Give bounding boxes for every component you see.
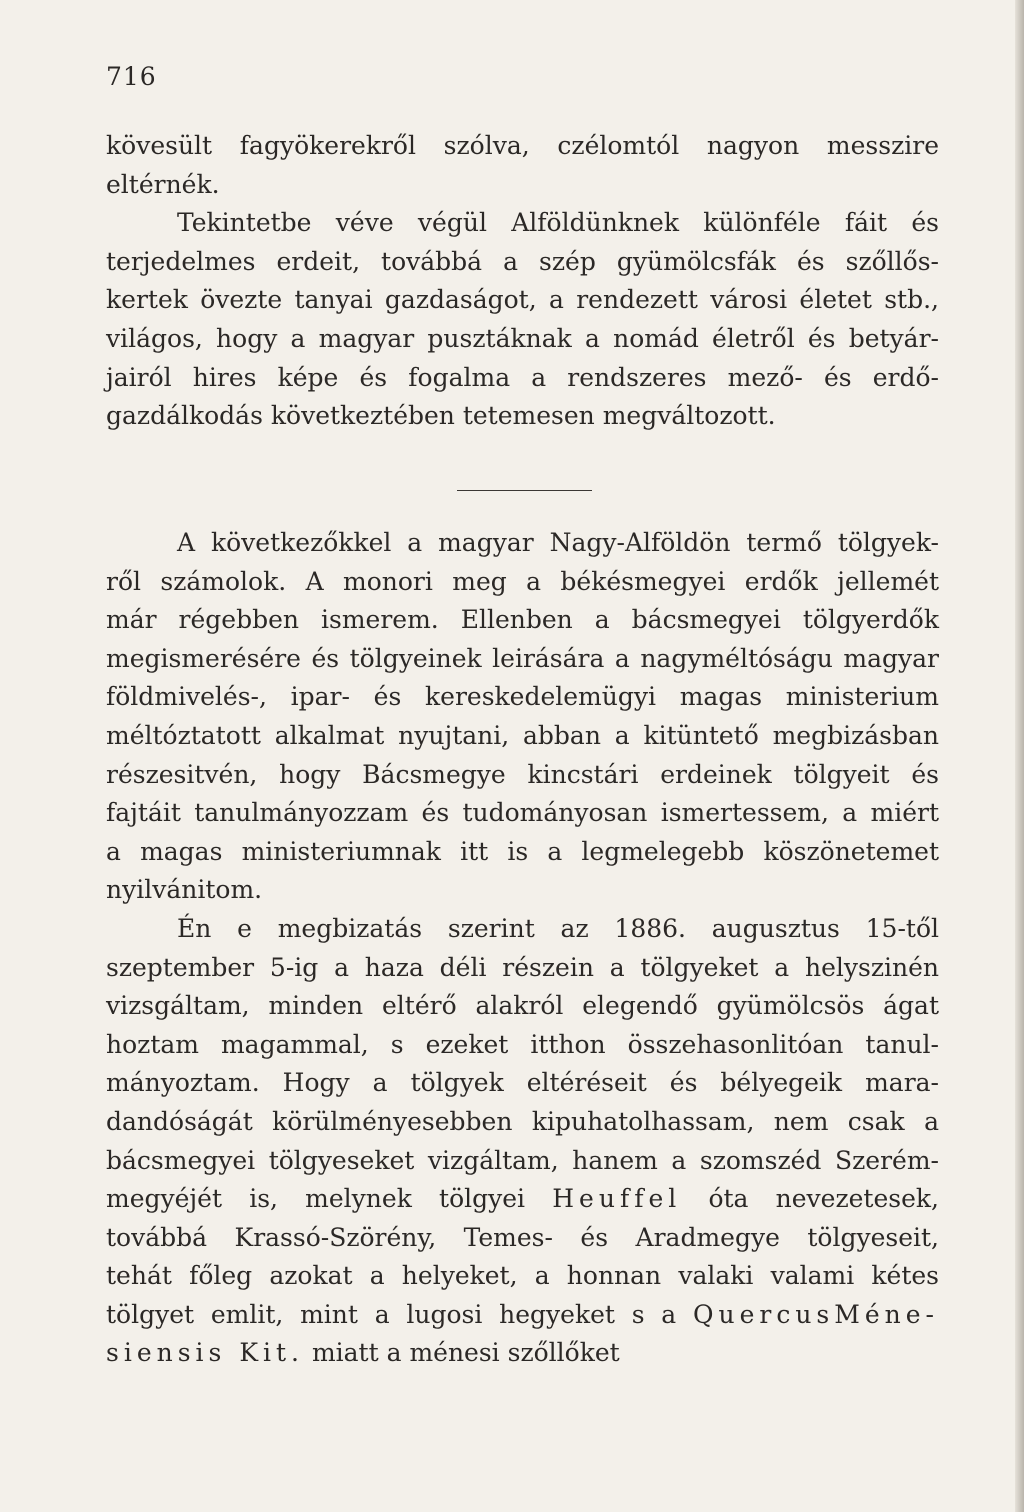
page-number: 716 xyxy=(106,62,157,91)
text-line: ről számolok. A monori meg a békésmegyei erdők jellemét xyxy=(106,566,939,596)
text-line xyxy=(106,1334,939,1373)
text-run: megyéjét is, melynek tölgyei xyxy=(106,1184,553,1214)
text-line: megismerésére és tölgyeinek leirására a nagyméltóságu magyar xyxy=(106,643,939,673)
text-line: már régebben ismerem. Ellenben a bácsmegyei tölgyerdők xyxy=(106,605,939,635)
text-line: terjedelmes erdeit, továbbá a szép gyümölcsfák és szőllős- xyxy=(106,246,939,276)
text-line: A következőkkel a magyar Nagy-Alföldön termő tölgyek- xyxy=(177,528,939,557)
species-name: QuercusMéne- xyxy=(692,1299,939,1329)
text-line: részesitvén, hogy Bácsmegye kincstári erdeinek tölgyeit és xyxy=(106,759,939,789)
text-line: földmivelés-, ipar- és kereskedelemügyi magas ministerium xyxy=(106,682,939,712)
text-line: világos, hogy a magyar pusztáknak a nomád életről és betyár- xyxy=(106,323,939,353)
text-line: fajtáit tanulmányozzam és tudományosan ismertessem, a miért xyxy=(106,798,939,828)
section-divider xyxy=(457,490,592,491)
species-name: siensis Kit. xyxy=(106,1338,304,1368)
paragraph-block-1 xyxy=(106,127,939,436)
text-line: bácsmegyei tölgyeseket vizgáltam, hanem a szomszéd Szerém- xyxy=(106,1145,939,1175)
text-line: Én e megbizatás szerint az 1886. augusztus 15-től xyxy=(177,913,939,943)
paragraph-block-2 xyxy=(106,524,939,1373)
text-line: nyilvánitom. xyxy=(106,875,263,905)
text-line: kövesült fagyökerekről szólva, czélomtól nagyon messzire xyxy=(106,131,939,160)
text-run: miatt a ménesi szőllőket xyxy=(304,1338,620,1368)
text-line: Tekintetbe véve végül Alföldünknek különféle fáit és xyxy=(177,208,939,238)
text-line: kertek övezte tanyai gazdaságot, a rendezett városi életet stb., xyxy=(106,285,939,315)
text-line: dandóságát körülményesebben kipuhatolhassam, nem csak a xyxy=(106,1106,939,1136)
text-line: vizsgáltam, minden eltérő alakról elegendő gyümölcsös ágat xyxy=(106,991,939,1021)
text-line: méltóztatott alkalmat nyujtani, abban a kitüntető megbizásban xyxy=(106,720,939,750)
text-line: hoztam magammal, s ezeket itthon összehasonlitóan tanul- xyxy=(106,1029,939,1059)
text-line: a magas ministeriumnak itt is a legmelegebb köszönetemet xyxy=(106,836,939,866)
text-line xyxy=(106,1296,939,1335)
page-edge-shadow xyxy=(1015,0,1024,1512)
text-line: szeptember 5-ig a haza déli részein a tölgyeket a helyszinén xyxy=(106,952,939,982)
text-line: jairól hires képe és fogalma a rendszeres mező- és erdő- xyxy=(106,362,939,392)
text-line: gazdálkodás következtében tetemesen megváltozott. xyxy=(106,401,776,431)
text-line: eltérnék. xyxy=(106,169,220,199)
text-line: továbbá Krassó-Szörény, Temes- és Aradmegye tölgyeseit, xyxy=(106,1222,939,1252)
text-line: tehát főleg azokat a helyeket, a honnan valaki valami kétes xyxy=(106,1261,939,1291)
text-line: mányoztam. Hogy a tölgyek eltéréseit és bélyegeik mara- xyxy=(106,1068,939,1098)
text-run: tölgyet emlit, mint a lugosi hegyeket s a xyxy=(106,1299,693,1329)
author-name: Heuffel xyxy=(552,1184,682,1214)
text-run: óta nevezetesek, xyxy=(681,1184,939,1214)
text-line xyxy=(106,1180,939,1219)
